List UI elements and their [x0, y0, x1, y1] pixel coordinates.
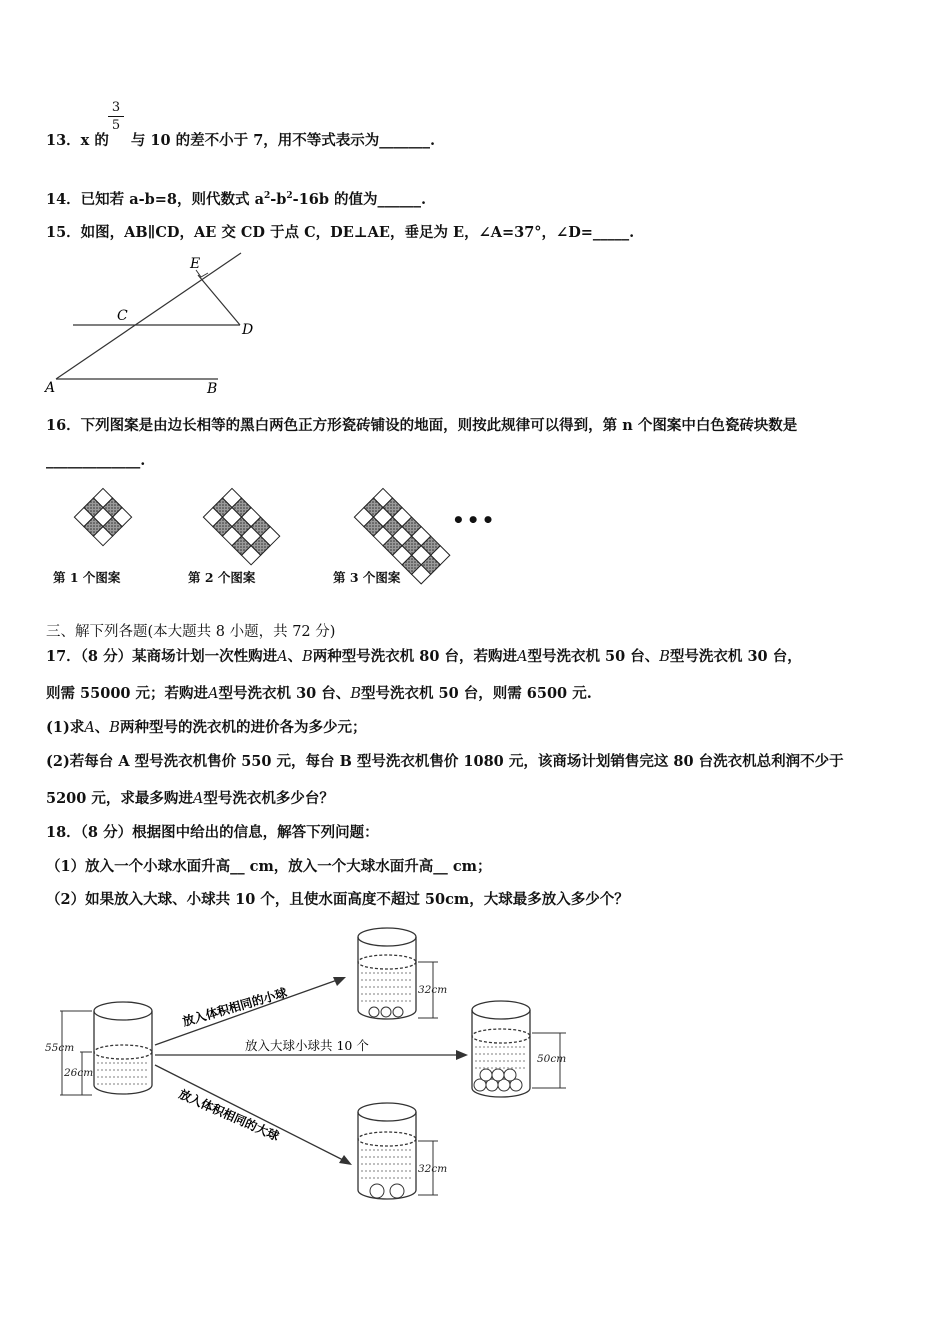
h55-label: 55cm	[45, 1042, 75, 1054]
arrow-label-top: 放入体积相同的小球	[180, 985, 289, 1029]
var-A: A	[84, 720, 95, 736]
q17-l3a: (1)求	[46, 719, 85, 736]
q13-text-before: 13．x 的	[46, 132, 109, 149]
var-A: A	[192, 791, 204, 807]
q14-part2: -b	[270, 191, 287, 208]
q17-l5a: 5200 元，求最多购进	[46, 790, 193, 807]
question-17-line2	[46, 682, 592, 703]
pattern-caption-1: 第 1 个图案	[53, 570, 121, 585]
question-18-part2: （2）如果放入大球、小球共 10 个，且使水面高度不超过 50cm，大球最多放入多少个？	[46, 891, 629, 908]
var-B: B	[302, 649, 313, 665]
q17-l3c: 两种型号的洗衣机的进价各为多少元；	[119, 719, 367, 736]
h32b-label: 32cm	[418, 1163, 448, 1175]
var-B: B	[109, 720, 120, 736]
q17-l3b: 、	[94, 719, 110, 736]
q17-l1c: 两种型号洗衣机 80 台，若购进	[312, 648, 517, 665]
q17-l5b: 型号洗衣机多少台？	[203, 790, 334, 807]
question-18: 18．（8 分）根据图中给出的信息，解答下列问题：	[46, 824, 379, 841]
question-17-part1	[46, 716, 366, 737]
q14-part1: 14．已知若 a-b=8，则代数式 a	[46, 191, 264, 208]
section-heading: 三、解下列各题(本大题共 8 小题，共 72 分)	[46, 624, 336, 640]
question-18-part1: （1）放入一个小球水面升高__ cm，放入一个大球水面升高__ cm；	[46, 858, 492, 875]
label-E: E	[190, 256, 201, 272]
h32a-label: 32cm	[418, 984, 448, 996]
q17-l1d: 型号洗衣机 50 台、	[527, 648, 660, 665]
arrow-label-bot: 放入体积相同的大球	[176, 1086, 282, 1144]
geometry-figure	[40, 250, 270, 400]
tile-pattern-1	[74, 488, 131, 545]
question-17-part2-cont	[46, 787, 334, 808]
var-A: A	[517, 649, 528, 665]
question-13	[46, 129, 435, 150]
question-16: 16．下列图案是由边长相等的黑白两色正方形瓷砖铺设的地面，则按此规律可以得到，第 n 个图案中白色瓷砖块数是	[46, 417, 798, 434]
q17-l2a: 则需 55000 元；若购进	[46, 685, 209, 702]
arrow-label-mid: 放入大球小球共 10 个	[245, 1038, 369, 1053]
label-A: A	[45, 380, 56, 396]
h50-label: 50cm	[537, 1053, 567, 1065]
q17-sep: 、	[287, 648, 303, 665]
var-A: A	[208, 686, 219, 702]
q17-l2b: 型号洗衣机 30 台、	[218, 685, 351, 702]
question-17-part2: (2)若每台 A 型号洗衣机售价 550 元，每台 B 型号洗衣机售价 1080 元，该商场计划销售完这 80 台洗衣机总利润不少于	[46, 753, 844, 770]
q17-l1e: 型号洗衣机 30 台，	[669, 648, 802, 665]
ellipsis: •••	[452, 508, 497, 532]
label-D: D	[242, 322, 254, 338]
pattern-caption-3: 第 3 个图案	[333, 570, 401, 585]
question-15: 15．如图，AB∥CD，AE 交 CD 于点 C，DE⊥AE，垂足为 E，∠A=37°，∠D=_____.	[46, 224, 635, 241]
q14-sup2: 2	[286, 191, 293, 202]
q14-sup1: 2	[263, 191, 271, 202]
cylinder-figure	[0, 915, 950, 1215]
label-C: C	[117, 308, 128, 324]
q14-part3: -16b 的值为______.	[292, 191, 427, 208]
var-B: B	[350, 686, 361, 702]
q17-l1a: 17．（8 分）某商场计划一次性购进	[46, 648, 278, 665]
fraction-denominator: 5	[111, 118, 121, 133]
h26-label: 26cm	[64, 1067, 94, 1079]
label-B: B	[207, 381, 218, 397]
pattern-caption-2: 第 2 个图案	[188, 570, 256, 585]
tile-pattern-2	[203, 488, 279, 564]
var-A: A	[277, 649, 288, 665]
question-17-line1	[46, 645, 802, 666]
fraction-numerator: 3	[111, 100, 121, 115]
question-14	[46, 188, 426, 209]
q13-text-after: 与 10 的差不小于 7，用不等式表示为_______.	[130, 132, 436, 149]
q17-l2c: 型号洗衣机 50 台，则需 6500 元.	[360, 685, 592, 702]
var-B: B	[659, 649, 670, 665]
question-16-blank: _____________.	[46, 452, 146, 469]
